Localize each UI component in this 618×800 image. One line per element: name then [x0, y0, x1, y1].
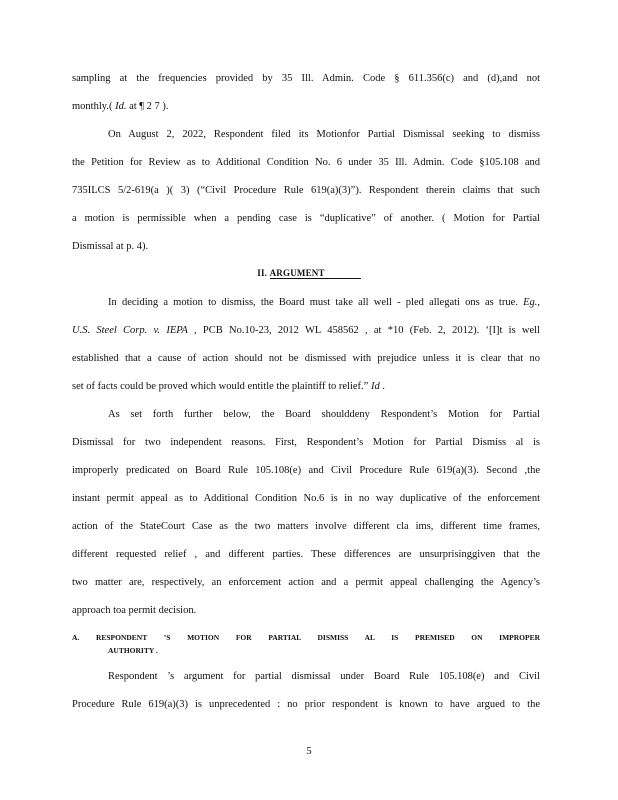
subhead-letter: A. [72, 633, 80, 642]
body-line: established that a cause of action should not be dismissed with prejudice unless it is clear that no [72, 353, 540, 364]
id-citation: Id [370, 381, 380, 392]
page-number: 5 [306, 746, 312, 757]
body-line: instant permit appeal as to Additional Condition No.6 is in no way duplicative of the enforcement [72, 493, 540, 504]
body-line: Respondent ’s argument for partial dismissal under Board Rule 105.108(e) and Civil [108, 671, 540, 682]
body-text: In deciding a motion to dismiss, the Board must take all well - pled allegati ons as true. [108, 297, 518, 308]
case-citation: , PCB No.10-23, 2012 WL 458562 , at *10 (Feb. 2, 2012). ‘[I]t is well [194, 325, 541, 336]
body-line: Dismissal at p. 4). [72, 241, 149, 252]
heading-text: ARGUMENT [270, 268, 361, 279]
body-text: monthly.( [72, 101, 116, 112]
body-line: two matter are, respectively, an enforcement action and a permit appeal challenging the Agency’s [72, 577, 540, 588]
body-line: approach toa permit decision. [72, 605, 197, 616]
period: . [382, 381, 385, 392]
case-v: v. [153, 325, 161, 336]
body-line: improperly predicated on Board Rule 105.108(e) and Civil Procedure Rule 619(a)(3). Second ,the [72, 465, 540, 476]
body-line: a motion is permissible when a pending case is “duplicative” of another. ( Motion for Partial [72, 213, 540, 224]
case-name-part: IEPA [166, 325, 188, 336]
section-heading [0, 268, 618, 279]
comma: , [537, 297, 541, 308]
body-line: the Petition for Review as to Additional Condition No. 6 under 35 Ill. Admin. Code §105.108 and [72, 157, 540, 168]
case-name-part: U.S. Steel Corp. [72, 325, 148, 336]
body-text: at ¶ 2 7 ). [129, 101, 169, 112]
body-line [72, 380, 540, 394]
body-line: On August 2, 2022, Respondent filed its Motionfor Partial Dismissal seeking to dismiss [108, 129, 540, 140]
subsection-heading [72, 632, 540, 643]
body-line: sampling at the frequencies provided by 35 Ill. Admin. Code § 611.356(c) and (d),and not [72, 73, 540, 84]
body-text: set of facts could be proved which would entitle the plaintiff to relief.” [72, 381, 369, 392]
body-line: As set forth further below, the Board shoulddeny Respondent’s Motion for Partial [108, 409, 540, 420]
body-line: action of the StateCourt Case as the two matters involve different cla ims, different time frames, [72, 521, 540, 532]
body-line: 735ILCS 5/2-619(a )( 3) (“Civil Procedure Rule 619(a)(3)”). Respondent therein claims that such [72, 185, 540, 196]
heading-number: II. [257, 268, 268, 278]
subsection-heading-cont: AUTHORITY . [108, 646, 158, 655]
eg-signal: Eg. [523, 297, 538, 308]
id-citation: Id. [115, 101, 127, 112]
body-line: Procedure Rule 619(a)(3) is unprecedented : no prior respondent is known to have argued to the [72, 699, 540, 710]
body-line [72, 324, 540, 338]
body-line [72, 100, 540, 114]
body-line: Dismissal for two independent reasons. First, Respondent’s Motion for Partial Dismiss al is [72, 437, 540, 448]
body-line [108, 296, 540, 310]
body-line: different requested relief , and different parties. These differences are unsurprisinggiven that the [72, 549, 540, 560]
subhead-text: RESPONDENT ’S MOTION FOR PARTIAL DISMISS AL IS PREMISED ON IMPROPER [95, 633, 541, 642]
